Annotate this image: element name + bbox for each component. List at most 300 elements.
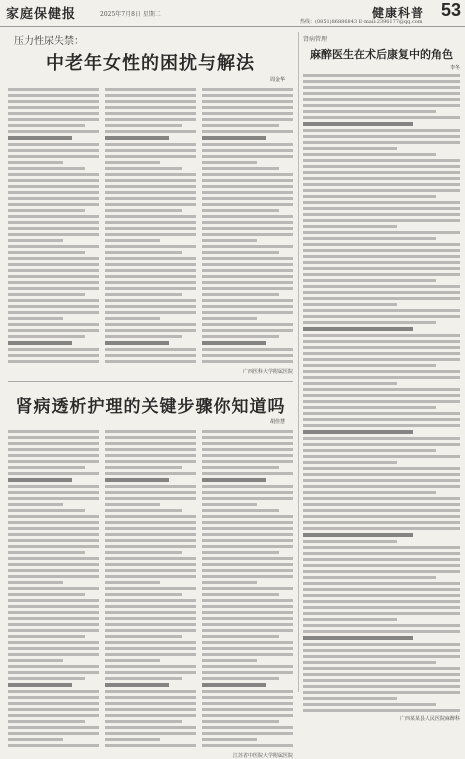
text-line: [105, 491, 196, 494]
text-line: [303, 497, 460, 500]
text-line: [202, 106, 293, 109]
page-number: 53: [440, 0, 461, 20]
text-line: [8, 185, 99, 188]
text-line: [8, 617, 99, 620]
text-line: [303, 412, 460, 415]
text-line: [303, 189, 460, 192]
text-line: [8, 611, 99, 614]
text-line: [105, 287, 196, 290]
text-line: [8, 299, 99, 302]
text-line: [8, 149, 99, 152]
text-line: [8, 436, 99, 439]
text-line: [303, 171, 460, 174]
text-line: [105, 263, 196, 266]
text-line: [105, 708, 196, 711]
text-line: [202, 702, 293, 705]
text-line: [202, 305, 293, 308]
text-line: [202, 497, 293, 500]
text-line: [8, 641, 99, 644]
text-line: [303, 437, 460, 440]
article1-credit: 广西医科大学附属医院: [242, 369, 293, 375]
text-line: [105, 257, 196, 260]
text-line: [8, 124, 85, 127]
text-line: [105, 732, 196, 735]
text-line: [303, 443, 460, 446]
text-line: [303, 655, 460, 658]
text-line: [8, 744, 99, 747]
text-line: [303, 74, 460, 77]
text-line: [202, 323, 293, 326]
text-line: [8, 112, 99, 115]
divider: [8, 381, 293, 382]
text-line: [105, 281, 196, 284]
text-line: [8, 197, 99, 200]
text-line: [303, 709, 460, 712]
text-line: [8, 587, 99, 590]
text-line: [105, 106, 196, 109]
text-line: [105, 311, 196, 314]
text-line: [105, 149, 196, 152]
text-line: [202, 683, 266, 687]
text-line: [303, 612, 460, 615]
text-line: [202, 515, 293, 518]
text-line: [8, 227, 99, 230]
text-line: [8, 173, 99, 176]
text-line: [202, 485, 293, 488]
text-line: [105, 696, 196, 699]
text-line: [8, 738, 63, 741]
text-line: [303, 636, 413, 640]
text-line: [105, 209, 182, 212]
text-line: [303, 201, 460, 204]
text-line: [8, 100, 99, 103]
text-line: [8, 515, 99, 518]
article3-body: [303, 74, 460, 712]
text-line: [105, 293, 182, 296]
text-column: [105, 85, 196, 366]
text-line: [202, 617, 293, 620]
masthead: [0, 0, 465, 27]
text-line: [8, 251, 85, 254]
text-line: [202, 221, 293, 224]
text-line: [8, 281, 99, 284]
text-line: [303, 195, 436, 198]
text-line: [303, 570, 460, 573]
text-line: [202, 149, 293, 152]
text-line: [303, 691, 460, 694]
text-line: [8, 155, 99, 158]
article1-body: [8, 85, 293, 366]
text-line: [303, 334, 460, 337]
text-line: [303, 376, 460, 379]
text-line: [8, 360, 99, 363]
text-line: [303, 667, 460, 670]
text-line: [202, 173, 293, 176]
text-line: [105, 563, 196, 566]
text-line: [202, 641, 293, 644]
text-line: [202, 563, 293, 566]
text-line: [303, 159, 460, 162]
text-line: [303, 418, 460, 421]
text-line: [8, 653, 99, 656]
text-line: [303, 183, 460, 186]
text-line: [303, 321, 436, 324]
text-line: [202, 509, 279, 512]
text-line: [8, 448, 99, 451]
text-line: [8, 430, 99, 433]
text-line: [8, 354, 99, 357]
text-line: [202, 112, 293, 115]
text-line: [8, 88, 99, 91]
text-line: [8, 161, 63, 164]
text-line: [8, 317, 63, 320]
text-line: [202, 88, 293, 91]
text-line: [303, 346, 460, 349]
text-line: [303, 430, 413, 434]
text-line: [8, 569, 99, 572]
text-line: [303, 564, 460, 567]
text-line: [202, 503, 257, 506]
text-line: [303, 479, 460, 482]
text-line: [105, 124, 182, 127]
text-line: [105, 533, 196, 536]
text-line: [8, 683, 72, 687]
text-line: [8, 293, 85, 296]
text-line: [105, 497, 196, 500]
text-line: [202, 714, 293, 717]
text-line: [303, 618, 397, 621]
text-line: [303, 485, 460, 488]
text-line: [202, 478, 266, 482]
text-line: [202, 233, 293, 236]
text-line: [202, 281, 293, 284]
text-line: [303, 576, 436, 579]
text-line: [202, 720, 279, 723]
text-line: [105, 299, 196, 302]
text-line: [105, 720, 182, 723]
text-line: [105, 203, 196, 206]
text-line: [202, 442, 293, 445]
text-line: [303, 92, 460, 95]
text-line: [8, 245, 99, 248]
text-line: [105, 88, 196, 91]
text-line: [303, 424, 460, 427]
text-line: [202, 593, 279, 596]
text-line: [105, 702, 196, 705]
text-line: [202, 348, 293, 351]
article2-body: [8, 427, 293, 750]
text-line: [8, 305, 99, 308]
text-line: [8, 659, 63, 662]
text-line: [303, 219, 460, 222]
text-line: [202, 581, 257, 584]
text-line: [202, 287, 293, 290]
text-line: [105, 317, 160, 320]
text-line: [303, 546, 460, 549]
article3-credit: 广西某某县人民医院麻醉科: [399, 716, 460, 722]
text-line: [303, 122, 413, 126]
text-line: [303, 249, 460, 252]
text-line: [105, 539, 196, 542]
text-line: [105, 341, 169, 345]
text-line: [105, 430, 196, 433]
article1-kicker: 压力性尿失禁：: [14, 36, 84, 47]
text-line: [105, 478, 169, 482]
text-line: [202, 251, 279, 254]
text-line: [105, 348, 196, 351]
text-line: [202, 647, 293, 650]
text-line: [105, 647, 196, 650]
text-line: [202, 575, 293, 578]
text-line: [303, 116, 460, 119]
text-line: [105, 714, 196, 717]
text-line: [8, 136, 72, 140]
text-line: [8, 521, 99, 524]
text-line: [8, 143, 99, 146]
text-column: [202, 427, 293, 750]
text-column: [8, 427, 99, 750]
text-line: [303, 213, 460, 216]
text-line: [8, 460, 99, 463]
text-line: [8, 341, 72, 345]
text-line: [303, 80, 460, 83]
article1-byline: 周金华: [269, 77, 285, 83]
text-line: [202, 269, 293, 272]
text-line: [202, 521, 293, 524]
text-line: [303, 679, 460, 682]
article2-title: 肾病透析护理的关键步骤你知道吗: [15, 397, 286, 417]
text-line: [303, 594, 460, 597]
text-line: [303, 630, 460, 633]
text-line: [202, 491, 293, 494]
text-line: [8, 311, 99, 314]
text-line: [202, 130, 293, 133]
issue-date: 2025年7月8日 星期二: [100, 11, 161, 18]
text-line: [303, 129, 460, 132]
text-line: [105, 269, 196, 272]
text-line: [8, 605, 99, 608]
text-line: [303, 673, 460, 676]
text-line: [202, 527, 293, 530]
text-line: [202, 161, 257, 164]
text-line: [105, 155, 196, 158]
text-line: [303, 600, 460, 603]
text-line: [8, 726, 99, 729]
text-line: [202, 94, 293, 97]
text-line: [105, 485, 196, 488]
text-line: [202, 629, 293, 632]
text-line: [8, 118, 99, 121]
text-line: [303, 661, 436, 664]
text-line: [303, 509, 460, 512]
text-line: [202, 143, 293, 146]
text-line: [8, 551, 85, 554]
text-line: [303, 135, 460, 138]
text-line: [202, 623, 293, 626]
text-line: [105, 623, 196, 626]
text-line: [303, 104, 460, 107]
text-line: [8, 720, 85, 723]
text-line: [8, 623, 99, 626]
article1-title: 中老年女性的困扰与解法: [46, 53, 255, 74]
text-line: [303, 340, 460, 343]
text-line: [303, 285, 460, 288]
text-line: [303, 309, 460, 312]
text-line: [105, 275, 196, 278]
text-line: [8, 527, 99, 530]
text-line: [105, 94, 196, 97]
text-line: [303, 231, 460, 234]
text-line: [202, 197, 293, 200]
text-line: [105, 726, 196, 729]
text-line: [105, 629, 196, 632]
text-line: [105, 744, 196, 747]
text-line: [303, 527, 460, 530]
text-line: [303, 327, 413, 331]
text-line: [105, 635, 182, 638]
text-line: [303, 177, 460, 180]
text-line: [202, 460, 293, 463]
text-line: [105, 448, 196, 451]
text-line: [105, 239, 160, 242]
text-line: [303, 382, 397, 385]
text-line: [105, 551, 182, 554]
text-line: [303, 515, 460, 518]
section-name: 健康科普: [372, 6, 425, 20]
text-line: [303, 243, 460, 246]
text-line: [105, 545, 196, 548]
text-line: [105, 617, 196, 620]
text-line: [8, 599, 99, 602]
text-line: [303, 291, 460, 294]
text-line: [202, 245, 293, 248]
text-line: [202, 100, 293, 103]
text-line: [202, 293, 279, 296]
text-line: [202, 665, 293, 668]
text-line: [8, 485, 99, 488]
text-line: [202, 299, 293, 302]
text-line: [202, 341, 266, 345]
text-line: [105, 233, 196, 236]
text-line: [8, 635, 85, 638]
right-column: [298, 32, 460, 722]
text-line: [105, 659, 160, 662]
text-line: [303, 98, 460, 101]
text-line: [202, 167, 279, 170]
text-line: [303, 255, 460, 258]
text-line: [303, 279, 436, 282]
text-line: [202, 635, 279, 638]
text-line: [105, 436, 196, 439]
text-line: [105, 305, 196, 308]
text-line: [202, 360, 293, 363]
text-line: [8, 287, 99, 290]
text-line: [202, 611, 293, 614]
left-column: [8, 32, 293, 759]
text-line: [8, 677, 85, 680]
text-line: [105, 605, 196, 608]
text-line: [105, 521, 196, 524]
newspaper-brand: 家庭保健报: [6, 7, 77, 22]
text-line: [105, 677, 182, 680]
text-column: [202, 85, 293, 366]
text-line: [202, 599, 293, 602]
text-line: [202, 539, 293, 542]
text-line: [8, 593, 85, 596]
text-line: [8, 690, 99, 693]
text-line: [8, 575, 99, 578]
text-line: [8, 263, 99, 266]
text-line: [303, 86, 460, 89]
text-line: [105, 100, 196, 103]
text-line: [202, 738, 257, 741]
text-line: [202, 263, 293, 266]
text-line: [202, 605, 293, 608]
article3-title: 麻醉医生在术后康复中的角色: [310, 48, 453, 61]
text-line: [202, 227, 293, 230]
text-line: [303, 147, 397, 150]
text-line: [202, 257, 293, 260]
text-line: [202, 311, 293, 314]
text-line: [202, 551, 279, 554]
text-line: [303, 582, 460, 585]
text-line: [202, 677, 279, 680]
text-line: [8, 466, 85, 469]
text-line: [202, 744, 293, 747]
text-line: [105, 466, 182, 469]
text-line: [303, 624, 460, 627]
article3-kicker: 肾病管理: [303, 36, 328, 43]
text-line: [303, 110, 436, 113]
text-column: [105, 427, 196, 750]
text-line: [8, 203, 99, 206]
text-line: [303, 455, 460, 458]
text-line: [8, 269, 99, 272]
text-line: [105, 460, 196, 463]
text-line: [8, 581, 63, 584]
text-line: [303, 370, 460, 373]
text-line: [105, 360, 196, 363]
text-line: [105, 167, 182, 170]
text-line: [303, 358, 460, 361]
text-line: [202, 118, 293, 121]
text-line: [105, 575, 196, 578]
text-line: [8, 557, 99, 560]
text-line: [105, 251, 182, 254]
text-line: [303, 467, 460, 470]
text-line: [105, 329, 196, 332]
text-line: [202, 466, 279, 469]
text-line: [303, 153, 436, 156]
text-line: [8, 503, 63, 506]
text-line: [8, 191, 99, 194]
text-column: [8, 85, 99, 366]
text-line: [105, 185, 196, 188]
text-line: [202, 239, 257, 242]
text-line: [8, 545, 99, 548]
text-line: [8, 454, 99, 457]
text-line: [303, 558, 460, 561]
text-line: [303, 473, 460, 476]
text-line: [303, 225, 397, 228]
text-line: [303, 303, 397, 306]
text-line: [105, 593, 182, 596]
text-line: [202, 696, 293, 699]
text-line: [8, 714, 99, 717]
text-line: [8, 665, 99, 668]
text-line: [202, 329, 293, 332]
text-line: [303, 449, 436, 452]
